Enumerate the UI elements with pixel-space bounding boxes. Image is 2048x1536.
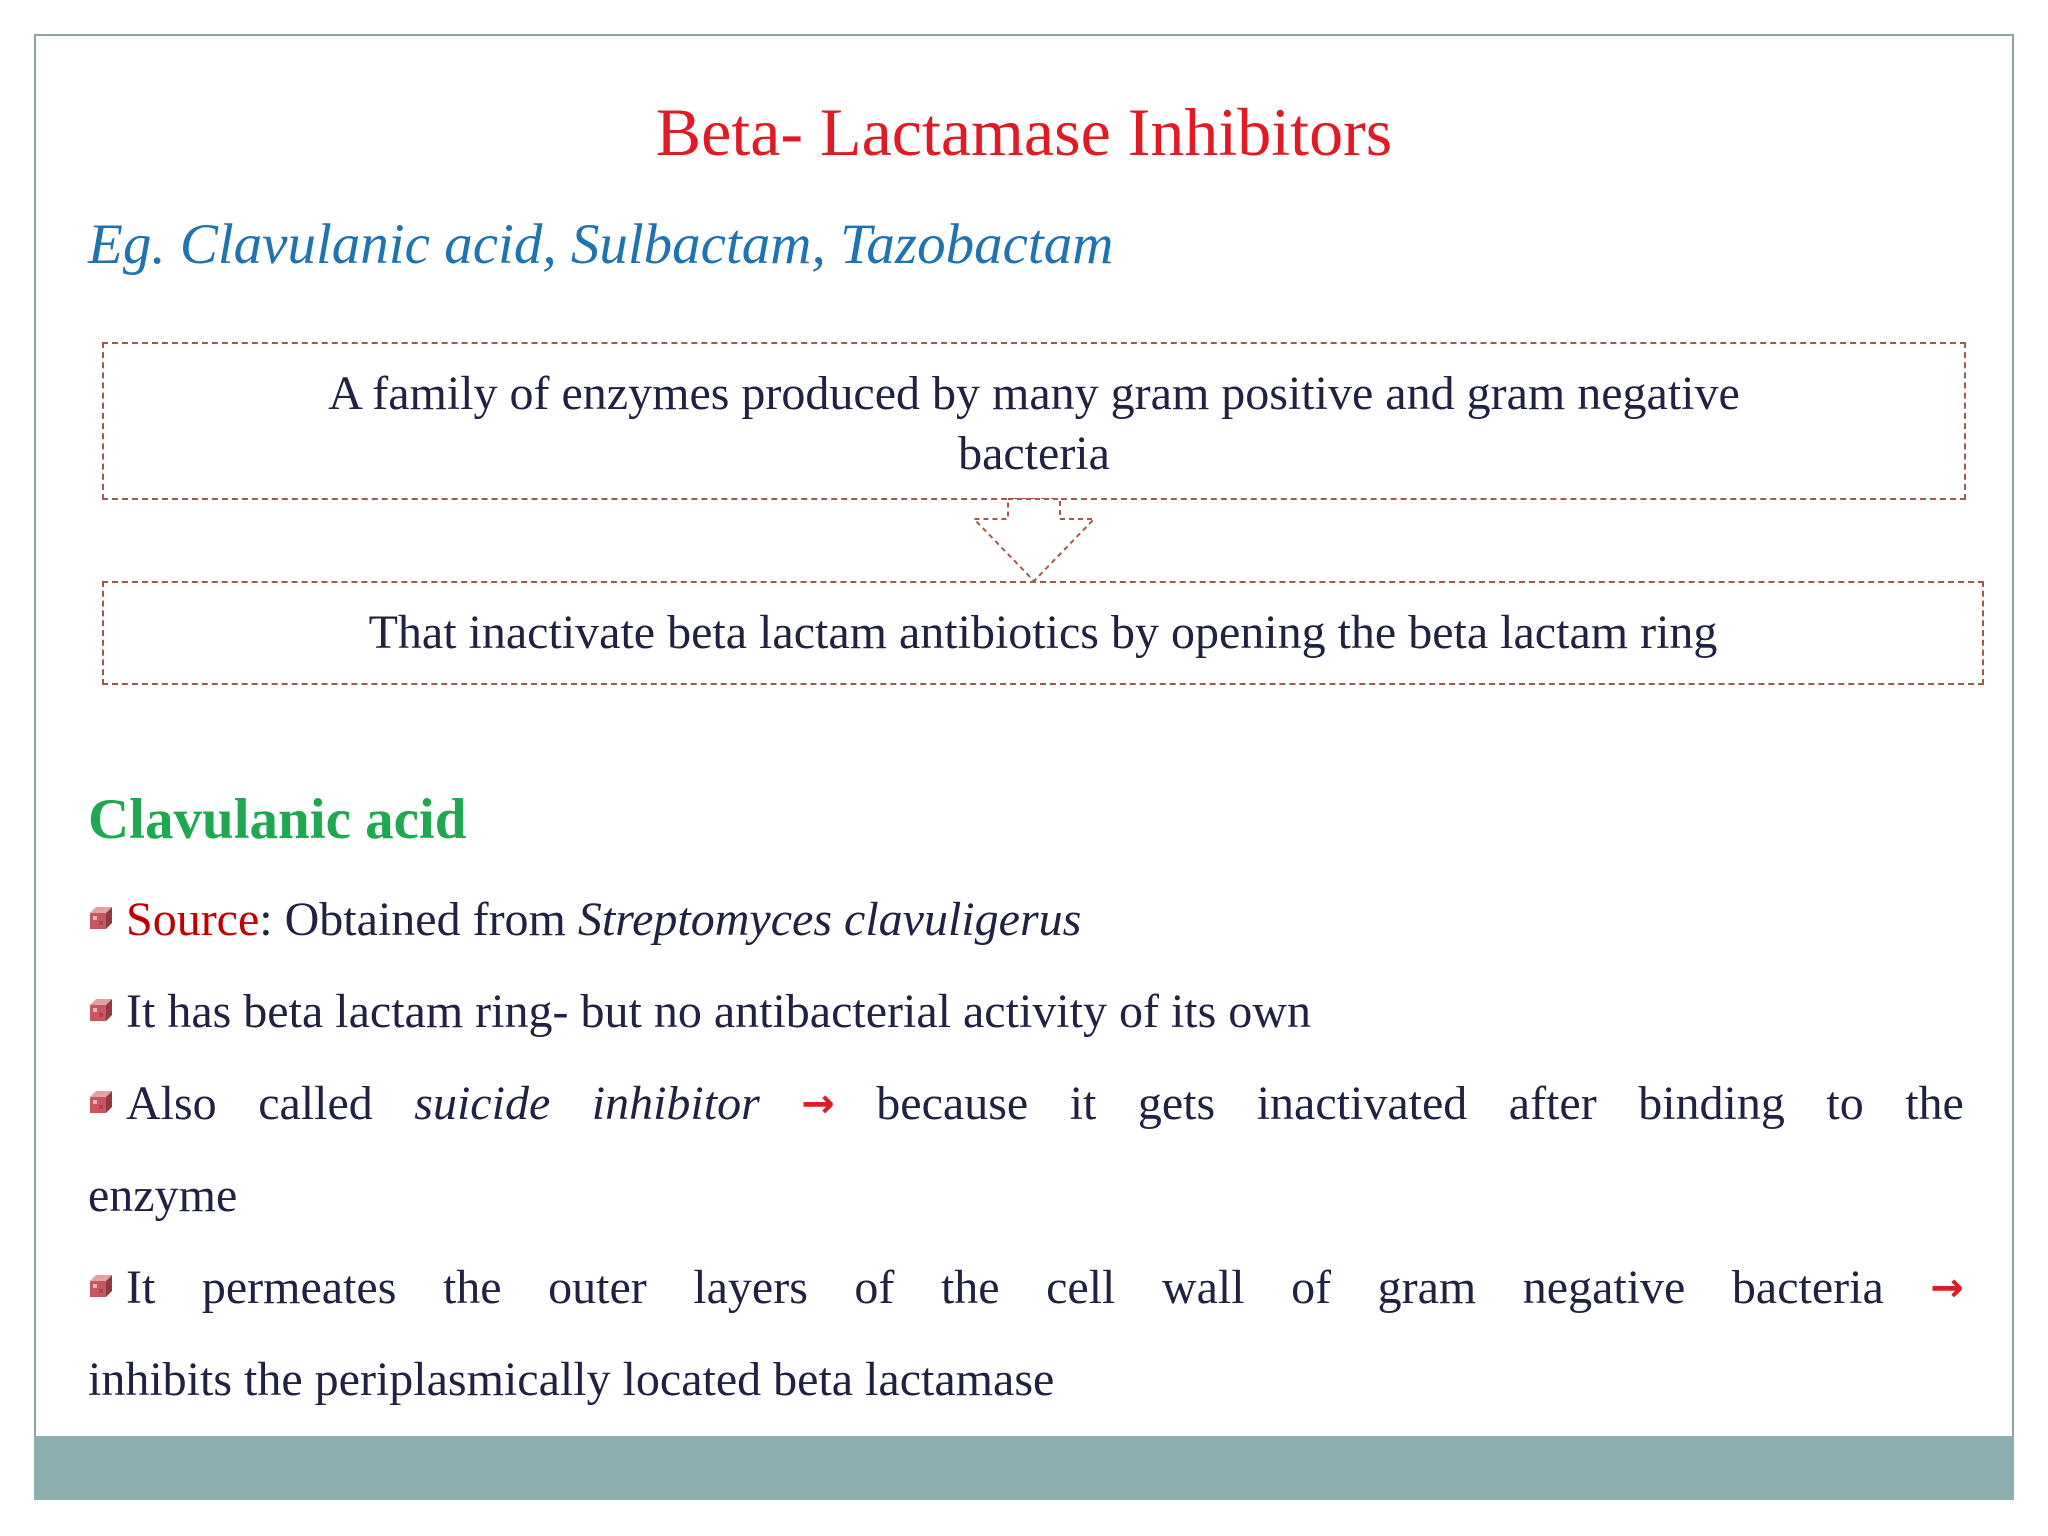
word: Also	[126, 1077, 217, 1130]
footer-bar	[34, 1436, 2014, 1500]
word: layers	[693, 1261, 808, 1314]
bullet-source	[88, 890, 1081, 950]
word: outer	[548, 1261, 647, 1314]
pink-cube-bullet-icon	[88, 905, 114, 931]
right-arrow-icon: →	[1930, 1265, 1964, 1311]
word: cell	[1046, 1261, 1116, 1314]
section-heading: Clavulanic acid	[88, 788, 467, 851]
word: bacteria	[1731, 1261, 1884, 1314]
word-italic: suicide	[414, 1077, 551, 1130]
word: the	[940, 1261, 1000, 1314]
word: to	[1826, 1077, 1864, 1130]
word: inactivated	[1256, 1077, 1468, 1130]
word: because	[876, 1077, 1029, 1130]
enzyme-family-line-2: bacteria	[958, 427, 1110, 480]
word: wall	[1161, 1261, 1245, 1314]
word-italic: inhibitor	[591, 1077, 760, 1130]
word: of	[1291, 1261, 1332, 1314]
word: binding	[1638, 1077, 1785, 1130]
bullet-permeates-cell-wall	[88, 1258, 1964, 1318]
inactivation-box	[102, 581, 1984, 685]
beta-lactam-ring-text: It has beta lactam ring- but no antibacterial activity of its own	[126, 985, 1311, 1038]
word: gets	[1137, 1077, 1216, 1130]
inactivation-text: That inactivate beta lactam antibiotics by opening the beta lactam ring	[368, 606, 1718, 659]
bullet-beta-lactam-ring	[88, 982, 1311, 1042]
suicide-word-group	[88, 1074, 217, 1134]
word: the	[1905, 1077, 1964, 1130]
right-arrow-icon: →	[801, 1081, 835, 1127]
permeates-continuation: inhibits the periplasmically located beta lactamase	[88, 1353, 1055, 1406]
pink-cube-bullet-icon	[88, 1089, 114, 1115]
pink-cube-bullet-icon	[88, 1273, 114, 1299]
word: it	[1069, 1077, 1097, 1130]
word: after	[1508, 1077, 1597, 1130]
permeates-word-group	[88, 1258, 155, 1318]
word: the	[442, 1261, 502, 1314]
down-arrow-icon	[970, 497, 1098, 585]
pink-cube-bullet-icon	[88, 997, 114, 1023]
word: permeates	[201, 1261, 397, 1314]
word: gram	[1377, 1261, 1477, 1314]
word: of	[854, 1261, 895, 1314]
word: called	[258, 1077, 373, 1130]
slide-title: Beta- Lactamase Inhibitors	[655, 94, 1393, 170]
enzyme-family-line-1: A family of enzymes produced by many gram positive and gram negative	[328, 367, 1740, 420]
word: negative	[1522, 1261, 1686, 1314]
source-organism: Streptomyces clavuligerus	[577, 893, 1082, 946]
source-text: : Obtained from	[259, 893, 578, 946]
suicide-inhibitor-continuation: enzyme	[88, 1169, 238, 1222]
bullet-suicide-inhibitor	[88, 1074, 1964, 1134]
examples-line: Eg. Clavulanic acid, Sulbactam, Tazobactam	[88, 213, 1114, 276]
word: It	[126, 1261, 156, 1314]
source-label: Source	[126, 893, 260, 946]
enzyme-family-box	[102, 342, 1966, 500]
